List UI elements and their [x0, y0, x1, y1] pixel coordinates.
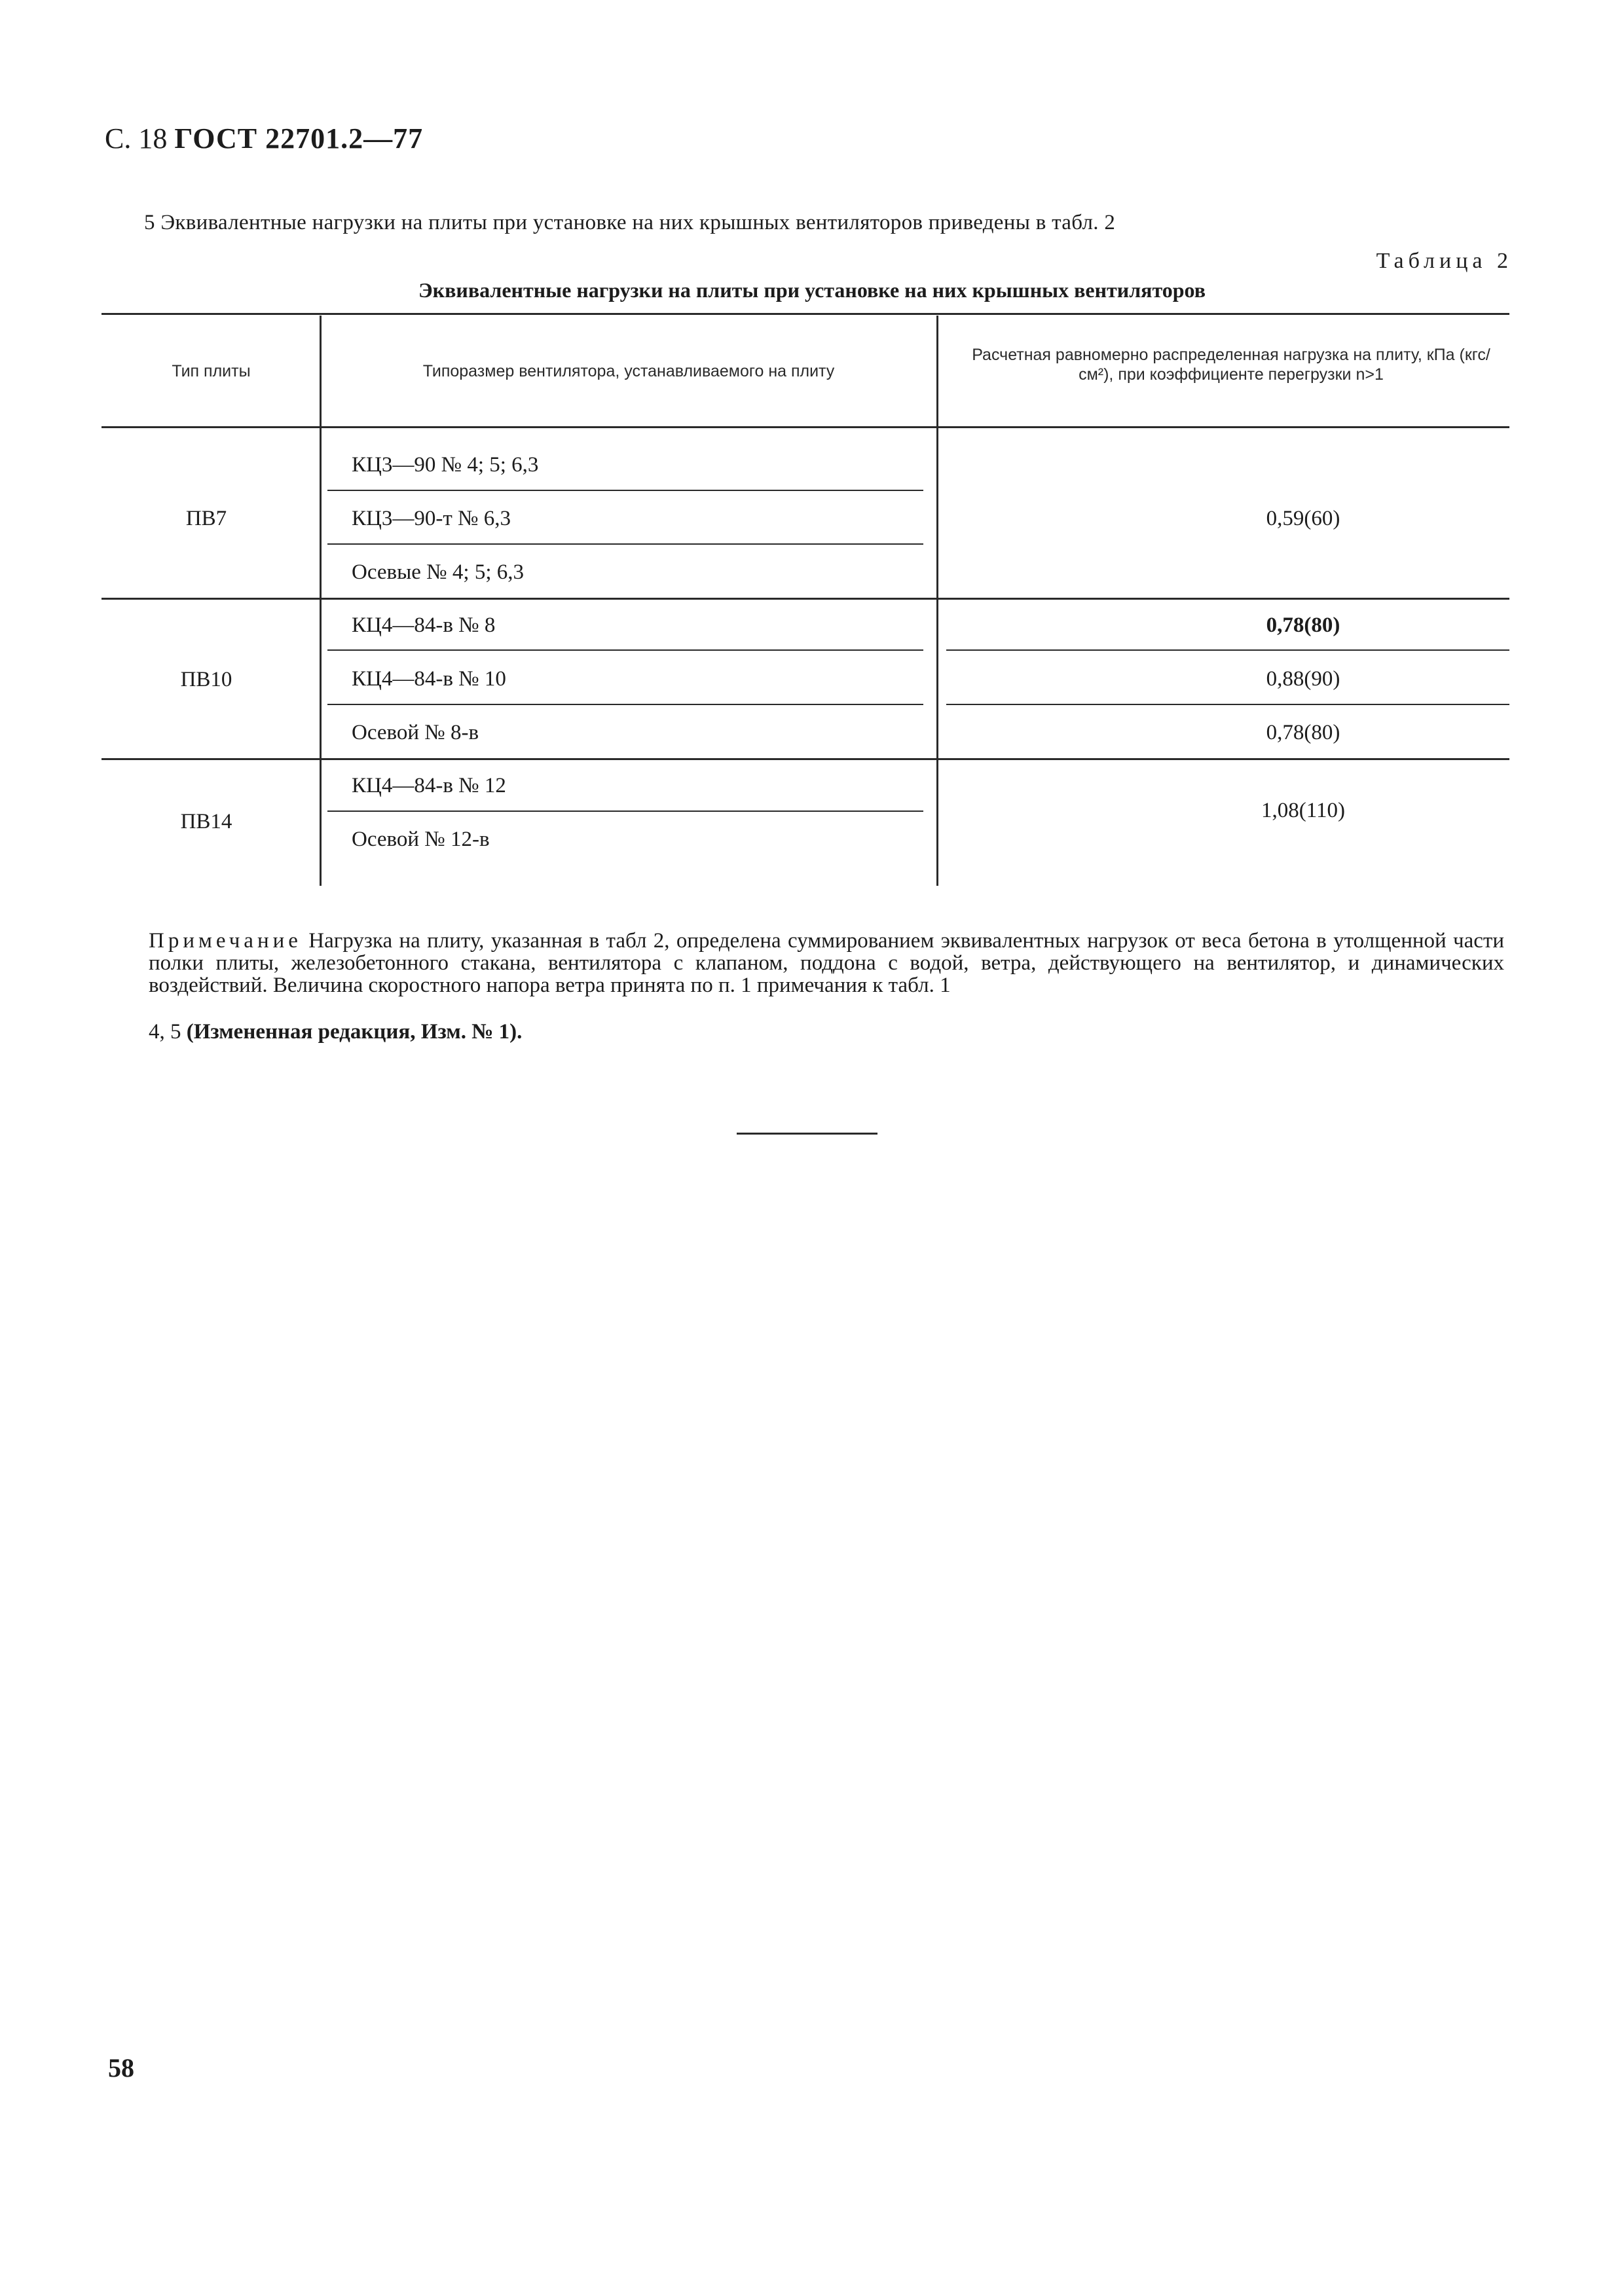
fan-size-cell: КЦ4—84-в № 12	[352, 774, 506, 797]
load-value-cell: 0,78(80)	[1266, 721, 1340, 744]
fan-size-cell: Осевые № 4; 5; 6,3	[352, 560, 525, 584]
standard-number: ГОСТ 22701.2—77	[174, 122, 424, 155]
fan-size-cell: КЦ4—84-в № 10	[352, 667, 506, 691]
table-label: Таблица 2	[1376, 249, 1513, 273]
fan-row-rule	[327, 543, 923, 545]
fan-size-cell: КЦ4—84-в № 8	[352, 613, 496, 637]
page-ref: С. 18	[105, 122, 168, 155]
fan-size-cell: КЦ3—90 № 4; 5; 6,3	[352, 453, 539, 477]
amendment-line	[149, 1020, 522, 1044]
table-top-rule	[101, 313, 1509, 315]
header-bottom-rule	[101, 426, 1509, 428]
fan-size-cell: Осевой № 12-в	[352, 828, 490, 851]
plate-type-cell: ПВ14	[180, 810, 232, 833]
fan-row-rule	[327, 704, 923, 705]
table-title: Эквивалентные нагрузки на плиты при установке на них крышных вентиляторов	[418, 278, 1206, 302]
column-divider-1	[320, 316, 322, 886]
fan-row-rule	[327, 811, 923, 812]
load-row-rule	[946, 649, 1509, 651]
fan-size-cell: Осевой № 8-в	[352, 721, 479, 744]
note-label: Примечание	[149, 929, 302, 953]
fan-row-rule	[327, 490, 923, 491]
table-note	[149, 930, 1504, 996]
load-value-cell: 0,59(60)	[1266, 507, 1340, 530]
group-rule-pv7	[101, 598, 1509, 600]
load-row-rule	[946, 704, 1509, 705]
plate-type-cell: ПВ7	[185, 507, 227, 530]
intro-paragraph: 5 Эквивалентные нагрузки на плиты при установке на них крышных вентиляторов приведены в табл. 2	[144, 211, 1116, 234]
page-number: 58	[108, 2053, 134, 2083]
amendment-text: (Измененная редакция, Изм. № 1).	[186, 1020, 523, 1044]
note-text: Нагрузка на плиту, указанная в табл 2, определена суммированием эквивалентных нагрузок от веса бетона в утолщенной части полки плиты, железобетонного стакана, вентилятора с клапаном, поддона с водой, ветра, действующего на вентилятор, и динамических воздействий. Величина скоростного напора ветра принята по п. 1 примечания к табл. 1	[149, 929, 1505, 997]
column-header-fan-size: Типоразмер вентилятора, устанавливаемого на плиту	[422, 362, 835, 380]
group-rule-pv10	[101, 758, 1509, 760]
column-header-plate-type: Тип плиты	[172, 362, 251, 380]
plate-type-cell: ПВ10	[180, 668, 232, 691]
column-divider-2	[936, 316, 938, 886]
end-of-section-rule	[737, 1133, 877, 1135]
load-value-cell: 1,08(110)	[1261, 799, 1345, 822]
amendment-items: 4, 5	[149, 1020, 181, 1044]
page-header	[105, 122, 423, 155]
fan-row-rule	[327, 649, 923, 651]
load-value-cell: 0,88(90)	[1266, 667, 1340, 691]
fan-size-cell: КЦ3—90-т № 6,3	[352, 507, 511, 530]
load-value-cell: 0,78(80)	[1266, 613, 1340, 637]
column-header-load: Расчетная равномерно распределенная нагрузка на плиту, кПа (кгс/см²), при коэффициенте перегрузки n>1	[972, 346, 1490, 384]
